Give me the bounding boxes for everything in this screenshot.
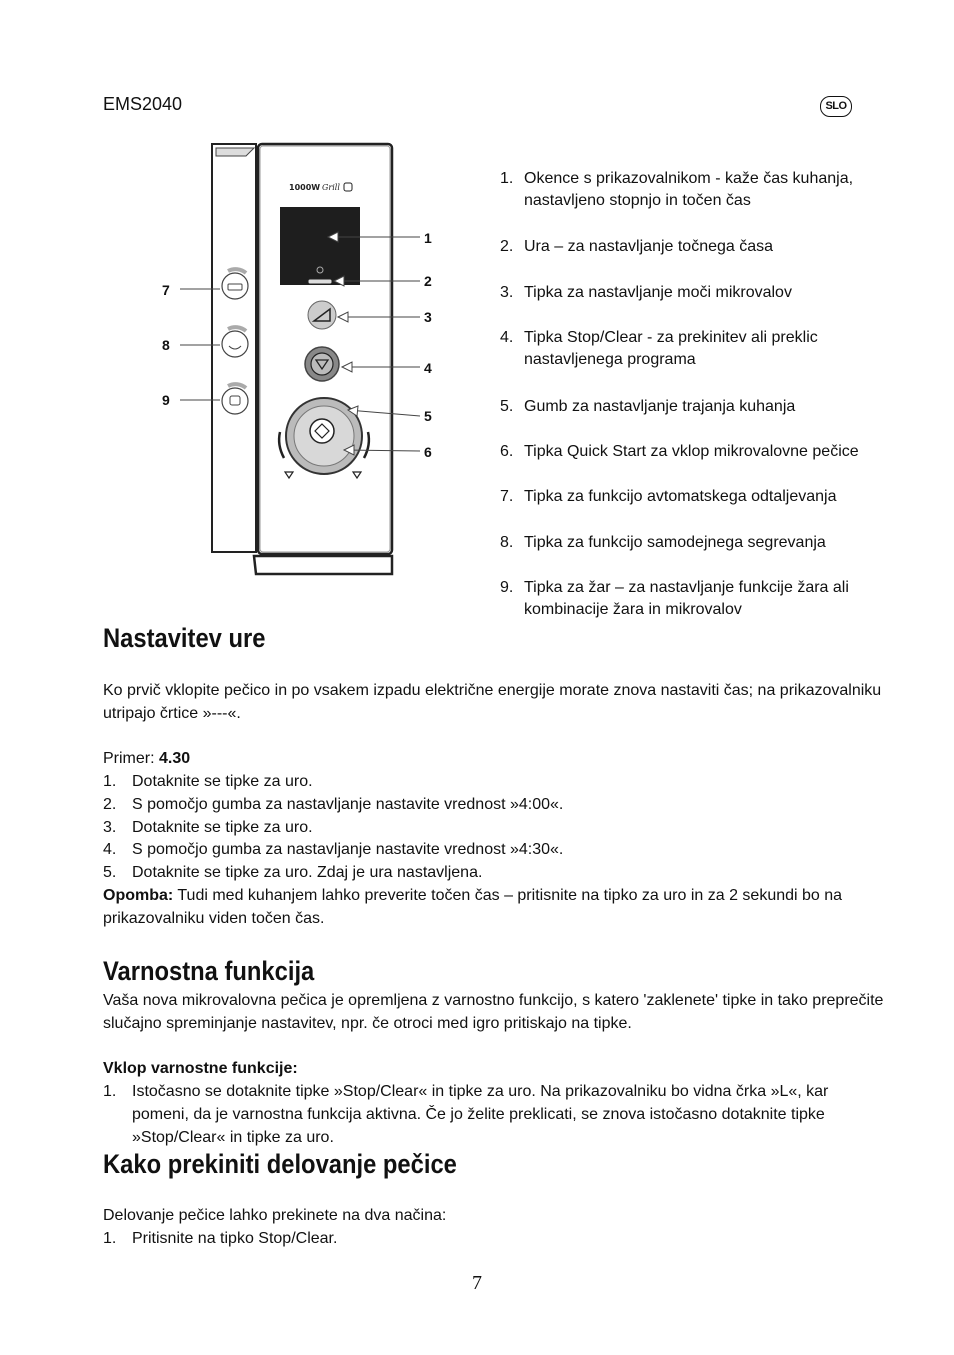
clock-key (308, 279, 332, 284)
stop-step: 1. Pritisnite na tipko Stop/Clear. (103, 1230, 338, 1247)
callout-4: 4 (424, 360, 432, 376)
callout-7: 7 (162, 282, 170, 298)
brand-suffix: Grill (322, 183, 340, 192)
section-heading-clock: Nastavitev ure (103, 623, 266, 653)
clock-note: Opomba: Tudi med kuhanjem lahko preverite točen čas – pritisnite na tipko za uro in za 2 sekundi bo na prikazovalniku viden točen čas. (103, 887, 843, 927)
clock-step: 1. Dotaknite se tipke za uro. (103, 773, 313, 790)
callout-5: 5 (424, 408, 432, 424)
clock-step: 3. Dotaknite se tipke za uro. (103, 819, 313, 836)
safety-intro: Vaša nova mikrovalovna pečica je opremljena z varnostno funkcijo, s katero 'zaklenete' tipke in tako preprečite slučajno spreminjanje nastavitev, npr. če otroci med igro pritiskajo na tipke. (103, 992, 884, 1032)
callout-1: 1 (424, 230, 432, 246)
control-panel-diagram (150, 140, 450, 580)
safety-step: 1. Istočasno se dotaknite tipke »Stop/Clear« in tipke za uro. Na prikazovalniku bo vidna črka »L«, kar pomeni, da je varnostna funkcija aktivna. Če jo želite preklicati, se znova istočasno dotaknite tipke »Stop/Clear« in tipke za uro. (103, 1083, 829, 1146)
clock-step: 5. Dotaknite se tipke za uro. Zdaj je ura nastavljena. (103, 864, 483, 881)
safety-subheading: Vklop varnostne funkcije: (103, 1060, 298, 1077)
callout-2: 2 (424, 273, 432, 289)
stop-intro: Delovanje pečice lahko prekinete na dva načina: (103, 1207, 447, 1224)
clock-intro: Ko prvič vklopite pečico in po vsakem izpadu električne energije morate znova nastaviti čas; na prikazovalniku utripajo črtice »---«. (103, 682, 882, 722)
section-heading-stop: Kako prekiniti delovanje pečice (103, 1149, 457, 1179)
brand-label: 1000W (289, 183, 321, 192)
clock-example: Primer: 4.30 (103, 750, 191, 767)
model-name: EMS2040 (103, 94, 183, 114)
section-heading-safety: Varnostna funkcija (103, 956, 315, 986)
callout-8: 8 (162, 337, 170, 353)
callout-9: 9 (162, 392, 170, 408)
callout-6: 6 (424, 444, 432, 460)
language-badge: SLO (820, 96, 852, 117)
callout-3: 3 (424, 309, 432, 325)
quick-start-icon (310, 419, 334, 443)
clock-step: 4. S pomočjo gumba za nastavljanje nastavite vrednost »4:30«. (103, 841, 564, 858)
page-number: 7 (472, 1272, 482, 1294)
clock-step: 2. S pomočjo gumba za nastavljanje nastavite vrednost »4:00«. (103, 796, 564, 813)
